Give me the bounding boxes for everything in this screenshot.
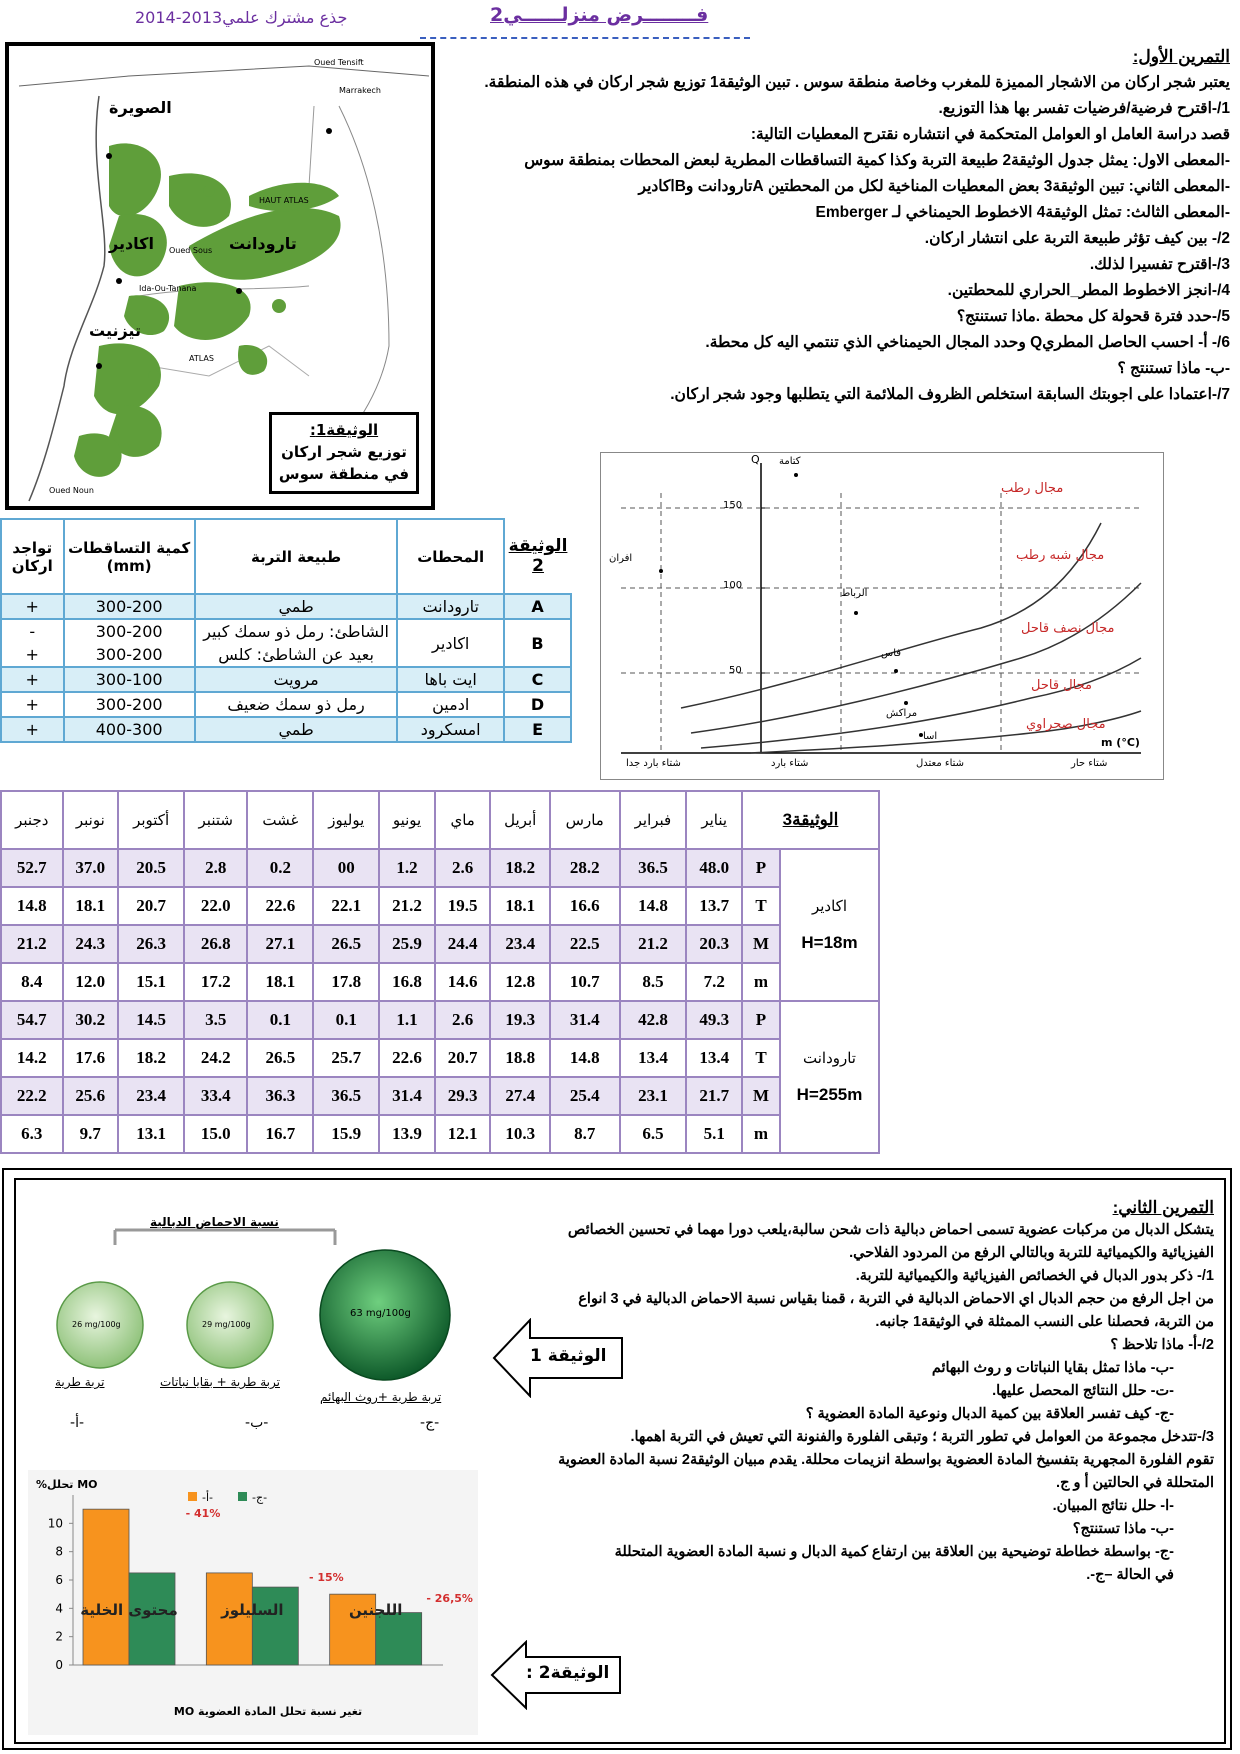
value-cell: 14.8: [550, 1039, 619, 1077]
decrease-annotation: - 41%: [185, 1507, 221, 1521]
climagram-y-label: Q: [751, 453, 760, 466]
station-name: امسكرود: [397, 717, 504, 742]
humic-acid-figure: [40, 1210, 480, 1440]
station-altitude: H=18m: [801, 933, 858, 952]
soil-type: بعيد عن الشاطئ: كلس: [195, 643, 398, 667]
legend-swatch-c: [238, 1492, 247, 1501]
value-cell: 9.7: [63, 1115, 119, 1153]
table-row: [1, 594, 571, 619]
category-label: محتوى الخلية: [80, 1601, 178, 1619]
station-cell: [780, 849, 879, 1001]
variable-key: m: [742, 963, 780, 1001]
ex2-line: -ب- ماذا تمثل بقايا النباتات و روث البهائم: [931, 1360, 1174, 1376]
category-label: اللجنين: [348, 1601, 403, 1619]
value-cell: 22.6: [379, 1039, 435, 1077]
value-cell: 27.1: [247, 925, 313, 963]
value-cell: 14.6: [435, 963, 491, 1001]
doc2-label: الوثيقة2 :: [526, 1663, 610, 1683]
circle-a-label: تربة طرية: [55, 1375, 105, 1389]
table-row: [1, 849, 879, 887]
y-axis-label: %تحلل MO: [36, 1478, 98, 1491]
legend-swatch-a: [188, 1492, 197, 1501]
rain-amount: 400-300: [64, 717, 195, 742]
label-tiznit: تيزنيت: [89, 321, 141, 340]
value-cell: 25.6: [63, 1077, 119, 1115]
soil-type: مرويت: [195, 667, 398, 692]
zone-humid: مجال رطب: [1001, 481, 1064, 496]
value-cell: 25.4: [550, 1077, 619, 1115]
value-cell: 36.5: [313, 1077, 379, 1115]
table-row: [1, 1077, 879, 1115]
soil-type: طمي: [195, 717, 398, 742]
value-cell: 17.6: [63, 1039, 119, 1077]
value-cell: 37.0: [63, 849, 119, 887]
caption-line-2: توزيع شجر اركان: [281, 443, 407, 461]
value-cell: 13.1: [118, 1115, 184, 1153]
value-cell: 18.1: [63, 887, 119, 925]
ex2-line: 3/-تتدخل مجموعة من العوامل في تطور التربة ؛ وتبقى الفلورة والفنونة التي تعيش في التربة اهمها.: [630, 1429, 1214, 1445]
month-header: يوليوز: [313, 791, 379, 849]
table-row: [1, 717, 571, 742]
soil-type: رمل ذو سمك ضعيف: [195, 692, 398, 717]
value-cell: 26.8: [184, 925, 247, 963]
value-cell: 16.6: [550, 887, 619, 925]
value-cell: 6.5: [620, 1115, 687, 1153]
bar-c: [376, 1613, 422, 1665]
legend-label-a: -أ-: [202, 1491, 214, 1504]
value-cell: 22.5: [550, 925, 619, 963]
variable-key: P: [742, 1001, 780, 1039]
argan-presence: -: [1, 619, 64, 643]
table-row: [1, 925, 879, 963]
variable-key: P: [742, 849, 780, 887]
value-cell: 25.7: [313, 1039, 379, 1077]
month-header: ماي: [435, 791, 491, 849]
value-cell: 10.7: [550, 963, 619, 1001]
month-header: نونبر: [63, 791, 119, 849]
argan-presence: +: [1, 717, 64, 742]
rain-amount: 300-200: [64, 643, 195, 667]
y-tick-label: 0: [55, 1658, 63, 1672]
rain-amount: 300-200: [64, 619, 195, 643]
doc1-arrow: [492, 1318, 624, 1398]
ex2-line: 1/- ذكر بدور الدبال في الخصائص الفيزيائية والكيميائية للتربة.: [855, 1268, 1214, 1284]
zone-semiarid: مجال نصف قاحل: [1021, 621, 1115, 636]
value-cell: 20.7: [435, 1039, 491, 1077]
argan-distribution-map: [5, 42, 435, 510]
value-cell: 12.8: [490, 963, 550, 1001]
value-cell: 36.5: [620, 849, 687, 887]
value-cell: 26.5: [247, 1039, 313, 1077]
value-cell: 23.1: [620, 1077, 687, 1115]
exercise-1-text: [430, 44, 1230, 408]
station-rabat: الرباط: [841, 588, 868, 599]
value-cell: 52.7: [1, 849, 63, 887]
y-tick-50: 50: [729, 665, 742, 676]
doc2-arrow: [490, 1640, 622, 1710]
ex1-line: -المعطى الاول: يمثل جدول الوثيقة2 طبيعة التربة وكذا كمية التساقطات المطرية لبعض المحطات بمنطقة سوس: [524, 152, 1230, 169]
table-header-row: [1, 791, 879, 849]
value-cell: 33.4: [184, 1077, 247, 1115]
value-cell: 22.2: [1, 1077, 63, 1115]
value-cell: 17.2: [184, 963, 247, 1001]
circle-a-value: 26 mg/100g: [72, 1320, 121, 1329]
value-cell: 27.4: [490, 1077, 550, 1115]
value-cell: 15.9: [313, 1115, 379, 1153]
chart-svg: [28, 1470, 478, 1735]
ex2-line: يتشكل الدبال من مركبات عضوية تسمى احماض دبالية ذات شحن سالبة،يلعب دورا مهما في تحسين الخصائص: [567, 1222, 1214, 1238]
legend-label-c: -ج-: [252, 1491, 268, 1504]
value-cell: 8.5: [620, 963, 687, 1001]
value-cell: 21.7: [686, 1077, 742, 1115]
station-cell: [780, 1001, 879, 1153]
y-tick-label: 4: [55, 1601, 63, 1616]
winter-very-cold: شتاء بارد جدا: [626, 758, 681, 769]
value-cell: 23.4: [118, 1077, 184, 1115]
climagram-x-label: m (°C): [1101, 736, 1140, 749]
value-cell: 1.2: [379, 849, 435, 887]
label-oued-sous: Oued Sous: [169, 246, 213, 255]
winter-mild: شتاء معتدل: [916, 758, 965, 769]
zone-arid: مجال قاحل: [1031, 678, 1092, 693]
value-cell: 48.0: [686, 849, 742, 887]
value-cell: 2.6: [435, 1001, 491, 1039]
value-cell: 28.2: [550, 849, 619, 887]
month-header: فبراير: [620, 791, 687, 849]
value-cell: 0.2: [247, 849, 313, 887]
zone-saharan: مجال صحراوي: [1026, 717, 1106, 732]
bar-c: [252, 1587, 298, 1665]
ex2-line: -ب- ماذا تستنتج؟: [1072, 1521, 1174, 1537]
caption-line-1: الوثيقة1:: [309, 421, 379, 439]
value-cell: 14.5: [118, 1001, 184, 1039]
month-header: مارس: [550, 791, 619, 849]
variable-key: M: [742, 925, 780, 963]
ex1-line: يعتبر شجر اركان من الاشجار المميزة للمغرب وخاصة منطقة سوس . تبين الوثيقة1 توزيع شجر اركان في هذه المنطقة.: [484, 74, 1230, 91]
value-cell: 13.4: [620, 1039, 687, 1077]
ex1-line: 2/- بين كيف تؤثر طبيعة التربة على انتشار اركان.: [924, 230, 1230, 247]
value-cell: 20.3: [686, 925, 742, 963]
value-cell: 19.5: [435, 887, 491, 925]
variable-key: T: [742, 1039, 780, 1077]
value-cell: 12.1: [435, 1115, 491, 1153]
x-axis-label: تغير نسبة تحلل المادة العضوية MO: [173, 1705, 363, 1718]
value-cell: 24.3: [63, 925, 119, 963]
value-cell: 21.2: [379, 887, 435, 925]
exercise-1-heading: التمرين الأول:: [1132, 47, 1230, 66]
ex2-line: في الحالة –ج-.: [1086, 1567, 1174, 1583]
value-cell: 1.1: [379, 1001, 435, 1039]
table-row: [1, 1001, 879, 1039]
value-cell: 8.7: [550, 1115, 619, 1153]
station-name: ايت باها: [397, 667, 504, 692]
variable-key: M: [742, 1077, 780, 1115]
y-tick-label: 10: [47, 1516, 63, 1531]
station-name: اكادير: [811, 898, 847, 915]
row-id: B: [504, 619, 571, 667]
decomposition-bar-chart: [28, 1470, 478, 1735]
value-cell: 13.4: [686, 1039, 742, 1077]
label-essaouira: الصويرة: [109, 98, 172, 117]
station-marrakech: مراكش: [886, 708, 918, 719]
value-cell: 25.9: [379, 925, 435, 963]
value-cell: 14.8: [1, 887, 63, 925]
circle-b-value: 29 mg/100g: [202, 1320, 251, 1329]
value-cell: 15.0: [184, 1115, 247, 1153]
circle-b-tag: -ب-: [245, 1415, 269, 1431]
argan-presence: +: [1, 692, 64, 717]
station-ifrane: افران: [609, 553, 633, 564]
value-cell: 0.1: [247, 1001, 313, 1039]
value-cell: 19.3: [490, 1001, 550, 1039]
header-divider: [420, 37, 750, 39]
argan-presence: +: [1, 643, 64, 667]
ex2-line: من اجل الرفع من حجم الدبال اي الاحماض الدبالية في التربة ، قمنا بقياس نسبة الاحماض الدبالية في 3 انواع: [578, 1291, 1214, 1307]
circle-c-tag: -ج-: [420, 1415, 440, 1431]
table-row: [1, 619, 571, 643]
value-cell: 30.2: [63, 1001, 119, 1039]
rain-amount: 300-200: [64, 594, 195, 619]
ex2-line: -ج- بواسطة خطاطة توضيحية بين العلاقة بين ارتفاع كمية الدبال و نسبة المادة العضوية المتحللة: [614, 1544, 1174, 1560]
value-cell: 22.6: [247, 887, 313, 925]
label-ida-ou-tanana: Ida-Ou-Tanana: [139, 284, 197, 293]
value-cell: 21.2: [1, 925, 63, 963]
emberger-climagram: [600, 452, 1164, 780]
label-atlas: ATLAS: [189, 354, 214, 363]
label-oued-noun: Oued Noun: [49, 486, 94, 495]
ex1-line: 3/-اقترح تفسيرا لذلك.: [1089, 256, 1230, 273]
row-id: E: [504, 717, 571, 742]
station-name: تارودانت: [397, 594, 504, 619]
value-cell: 12.0: [63, 963, 119, 1001]
value-cell: 24.2: [184, 1039, 247, 1077]
month-header: شتنبر: [184, 791, 247, 849]
table-row: [1, 963, 879, 1001]
circle-a-tag: -أ-: [70, 1415, 85, 1431]
station-assa: اسا: [923, 731, 938, 742]
variable-key: m: [742, 1115, 780, 1153]
value-cell: 49.3: [686, 1001, 742, 1039]
value-cell: 2.6: [435, 849, 491, 887]
value-cell: 18.8: [490, 1039, 550, 1077]
ex2-line: -ا- حلل نتائج المبيان.: [1052, 1498, 1174, 1514]
circle-c-value: 63 mg/100g: [350, 1308, 411, 1319]
value-cell: 20.5: [118, 849, 184, 887]
circle-b-label: تربة طرية + بقايا نباتات: [160, 1375, 280, 1389]
ex2-line: -ت- حلل النتائج المحصل عليها.: [992, 1383, 1174, 1399]
value-cell: 18.1: [490, 887, 550, 925]
col-argan: تواجد اركان: [1, 519, 64, 594]
y-tick-150: 150: [723, 500, 743, 511]
value-cell: 00: [313, 849, 379, 887]
label-taroudant: تارودانت: [229, 234, 297, 253]
humic-title: نسبة الاحماض الدبالية: [150, 1215, 279, 1229]
value-cell: 10.3: [490, 1115, 550, 1153]
ex1-line: 1/-اقترح فرضية/فرضيات تفسر بها هذا التوزيع.: [938, 100, 1230, 117]
value-cell: 13.7: [686, 887, 742, 925]
ex1-line: 5/-حدد فترة قحولة كل محطة .ماذا تستنتج؟: [956, 308, 1230, 325]
station-ketama: كتامة: [779, 456, 801, 467]
value-cell: 31.4: [379, 1077, 435, 1115]
value-cell: 20.7: [118, 887, 184, 925]
row-id: A: [504, 594, 571, 619]
value-cell: 23.4: [490, 925, 550, 963]
ex2-line: المتحللة في الحالتين أ و ج.: [1056, 1475, 1214, 1491]
ex2-line: -ج- كيف تفسر العلاقة بين كمية الدبال ونوعية المادة العضوية ؟: [805, 1406, 1174, 1422]
y-tick-label: 2: [55, 1629, 63, 1644]
row-id: C: [504, 667, 571, 692]
value-cell: 26.5: [313, 925, 379, 963]
value-cell: 42.8: [620, 1001, 687, 1039]
argan-presence: +: [1, 667, 64, 692]
value-cell: 7.2: [686, 963, 742, 1001]
value-cell: 36.3: [247, 1077, 313, 1115]
value-cell: 21.2: [620, 925, 687, 963]
value-cell: 29.3: [435, 1077, 491, 1115]
value-cell: 13.9: [379, 1115, 435, 1153]
homework-title: فــــــــرض منزلــــــي2: [490, 4, 709, 26]
row-id: D: [504, 692, 571, 717]
month-header: أكتوبر: [118, 791, 184, 849]
month-header: غشت: [247, 791, 313, 849]
value-cell: 22.1: [313, 887, 379, 925]
ex1-line: 7/-اعتمادا على اجوبتك السابقة استخلص الظروف الملائمة التي يتطلبها وجود شجر اركان.: [670, 386, 1230, 403]
rain-amount: 300-100: [64, 667, 195, 692]
month-header: أبريل: [490, 791, 550, 849]
value-cell: 8.4: [1, 963, 63, 1001]
zone-subhumid: مجال شبه رطب: [1016, 548, 1105, 563]
winter-cold: شتاء بارد: [771, 758, 809, 769]
soil-type: الشاطئ: رمل ذو سمك كبير: [195, 619, 398, 643]
soil-rain-table: [0, 518, 572, 743]
category-label: السليلوز: [221, 1601, 284, 1619]
value-cell: 18.2: [490, 849, 550, 887]
caption-line-3: في منطقة سوس: [278, 465, 410, 483]
value-cell: 2.8: [184, 849, 247, 887]
ex1-line: -المعطى الثالث: تمثل الوثيقة4 الاخطوط الحيمناخي لـ Emberger: [815, 204, 1230, 221]
station-name: ادمين: [397, 692, 504, 717]
value-cell: 18.2: [118, 1039, 184, 1077]
circle-c-label: تربة طرية +روث البهائم: [320, 1390, 442, 1404]
ex1-line: قصد دراسة العامل او العوامل المتحكمة في انتشاره نقترح المعطيات التالية:: [750, 126, 1230, 143]
ex2-line: تقوم الفلورة المجهرية بتفسيخ المادة العضوية بواسطة انزيمات محللة. يقدم مبيان الوثيقة2 نسبة المادة العضوية: [558, 1452, 1214, 1468]
value-cell: 15.1: [118, 963, 184, 1001]
month-header: يونيو: [379, 791, 435, 849]
month-header: دجنبر: [1, 791, 63, 849]
value-cell: 3.5: [184, 1001, 247, 1039]
value-cell: 31.4: [550, 1001, 619, 1039]
class-subtitle: جذع مشترك علمي2013-2014: [135, 8, 348, 27]
col-station: المحطات: [397, 519, 504, 594]
doc3-title: الوثيقة3: [742, 791, 879, 849]
doc1-label: الوثيقة 1: [530, 1346, 607, 1366]
table-row: [1, 887, 879, 925]
label-haut-atlas: HAUT ATLAS: [259, 196, 309, 205]
ex1-line: 6/- أ- احسب الحاصل المطريQ وحدد المجال الحيمناخي الذي تنتمي اليه كل محطة.: [705, 334, 1230, 351]
station-name: تارودانت: [803, 1050, 856, 1067]
ex2-line: 2/-أ- ماذا تلاحظ ؟: [1110, 1337, 1214, 1353]
doc2-title: الوثيقة 2: [508, 536, 568, 576]
value-cell: 24.4: [435, 925, 491, 963]
soil-type: طمي: [195, 594, 398, 619]
value-cell: 16.8: [379, 963, 435, 1001]
ex1-line: 4/-انجز الاخطوط المطر_الحراري للمحطتين.: [947, 282, 1230, 299]
map-caption: [269, 412, 419, 494]
ex1-line: -ب- ماذا تستنتج ؟: [1117, 360, 1230, 377]
col-soil: طبيعة التربة: [195, 519, 398, 594]
climate-data-table: [0, 790, 880, 1154]
bar-a: [83, 1509, 129, 1665]
value-cell: 0.1: [313, 1001, 379, 1039]
y-tick-100: 100: [723, 580, 743, 591]
decrease-annotation: - 26,5%: [426, 1592, 473, 1606]
table-row: [1, 667, 571, 692]
value-cell: 14.2: [1, 1039, 63, 1077]
decrease-annotation: - 15%: [308, 1570, 344, 1584]
value-cell: 54.7: [1, 1001, 63, 1039]
value-cell: 17.8: [313, 963, 379, 1001]
label-oued-tensift: Oued Tensift: [314, 58, 364, 67]
winter-warm: شتاء حار: [1071, 758, 1108, 769]
value-cell: 14.8: [620, 887, 687, 925]
ex2-line: الفيزيائية والكيميائية للتربة وبالتالي الرفع من المردود الفلاحي.: [849, 1245, 1214, 1261]
value-cell: 26.3: [118, 925, 184, 963]
value-cell: 6.3: [1, 1115, 63, 1153]
ex1-line: -المعطى الثاني: تبين الوثيقة3 بعض المعطيات المناخية لكل من المحطتين Aتارودانت وBاكادير: [638, 178, 1230, 195]
y-tick-label: 6: [55, 1573, 63, 1587]
variable-key: T: [742, 887, 780, 925]
station-name: اكادير: [397, 619, 504, 667]
label-marrakech: Marrakech: [339, 86, 381, 95]
month-header: يناير: [686, 791, 742, 849]
table-row: [1, 692, 571, 717]
col-rain: كمية التساقطات (mm): [64, 519, 195, 594]
station-altitude: H=255m: [796, 1085, 863, 1104]
table-row: [1, 1115, 879, 1153]
ex2-line: من التربة، فحصلنا على النسب الممثلة في الوثيقة1 جانبه.: [875, 1314, 1214, 1330]
table-row: [1, 1039, 879, 1077]
value-cell: 18.1: [247, 963, 313, 1001]
value-cell: 16.7: [247, 1115, 313, 1153]
value-cell: 22.0: [184, 887, 247, 925]
argan-presence: +: [1, 594, 64, 619]
y-tick-label: 8: [55, 1544, 63, 1559]
value-cell: 5.1: [686, 1115, 742, 1153]
station-fes: فاس: [881, 648, 902, 659]
exercise-2-heading: التمرين الثاني:: [1112, 1198, 1214, 1217]
rain-amount: 300-200: [64, 692, 195, 717]
label-agadir: اكادير: [109, 234, 154, 253]
